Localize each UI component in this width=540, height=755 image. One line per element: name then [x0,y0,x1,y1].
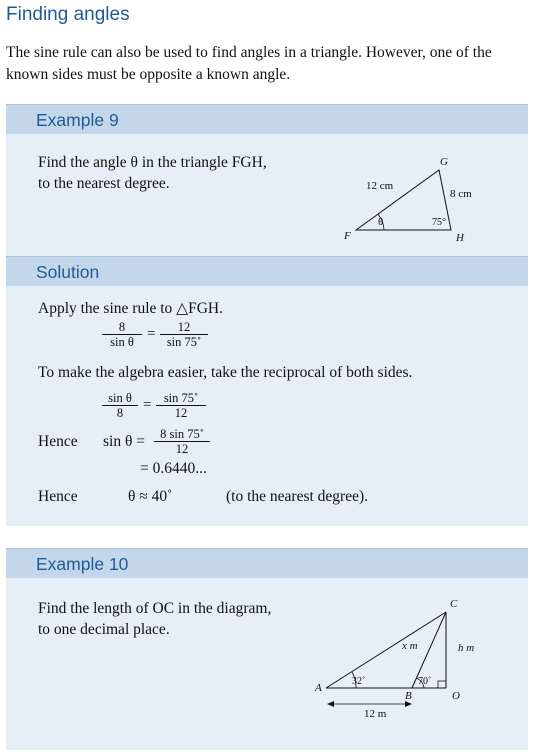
vertex-g-label: G [440,156,448,168]
angle-h-label: 75° [432,217,446,228]
fraction-denominator: 8 [116,406,124,420]
side-ab-label: 12 m [364,708,387,720]
vertex-f-label: F [344,230,351,242]
answer-note: (to the nearest degree). [226,488,369,505]
example-10-question-line1: Find the length of OC in the diagram, [38,600,272,617]
solution-line2: To make the algebra easier, take the reciprocal of both sides. [38,364,413,381]
fraction-numerator: 8 [102,320,142,335]
fraction-12-over-sin75 [160,320,208,349]
fraction-denominator: sin θ [110,335,134,349]
equals-sign: = [143,397,152,413]
example-10-question [38,598,271,640]
fraction-denominator: 12 [175,442,189,456]
vertex-b-label: B [405,690,412,702]
side-co-label: h m [458,642,475,654]
hence-label-1: Hence [38,433,78,450]
vertex-h-label: H [456,232,464,244]
triangle-abco-svg [306,596,506,746]
fraction-denominator: 12 [174,406,188,420]
equals-sign: = [147,326,156,342]
triangle-fgh-diagram [336,150,486,250]
fraction-sin75-over-12 [156,391,206,420]
angle-theta-label: θ [378,216,384,228]
vertex-c-label: C [450,598,458,610]
example-9-question-line2: to the nearest degree. [38,175,170,192]
example-10-question-line2: to one decimal place. [38,621,170,638]
example-9-question-line1: Find the angle θ in the triangle FGH, [38,154,267,171]
example-9-panel [6,104,528,526]
angle-a-label: 32˚ [352,676,366,687]
example-10-panel [6,548,528,750]
example-10-title: Example 10 [6,548,528,578]
triangle-abco-diagram [306,596,506,746]
fraction-numerator: sin θ [102,391,138,406]
example-9-title: Example 9 [6,104,528,134]
result-value: = 0.6440... [140,460,207,477]
fraction-8sin75-over-12 [154,427,210,456]
sin-theta-equals: sin θ = [103,433,146,450]
fraction-numerator: 8 sin 75˚ [154,427,210,442]
solution-line1: Apply the sine rule to △FGH. [38,300,223,317]
fraction-numerator: 12 [160,320,208,335]
side-fg-label: 12 cm [366,180,394,192]
fraction-sin-theta-over-8 [102,391,138,420]
section-heading: Finding angles [6,4,130,25]
vertex-o-label: O [452,690,460,702]
side-bc-label: x m [402,640,418,652]
intro-paragraph: The sine rule can also be used to find angles in a triangle. However, one of the known sides must be opposite a known angle. [6,44,492,83]
fraction-8-over-sin-theta [102,320,142,349]
fraction-denominator: sin 75˚ [166,335,202,349]
angle-b-label: 70˚ [418,676,432,687]
hence-label-2: Hence [38,488,78,505]
example-9-question [38,152,267,194]
vertex-a-label: A [315,682,322,694]
solution-title: Solution [6,256,528,286]
final-answer: θ ≈ 40˚ [128,488,173,505]
fraction-numerator: sin 75˚ [156,391,206,406]
side-gh-label: 8 cm [450,188,472,200]
